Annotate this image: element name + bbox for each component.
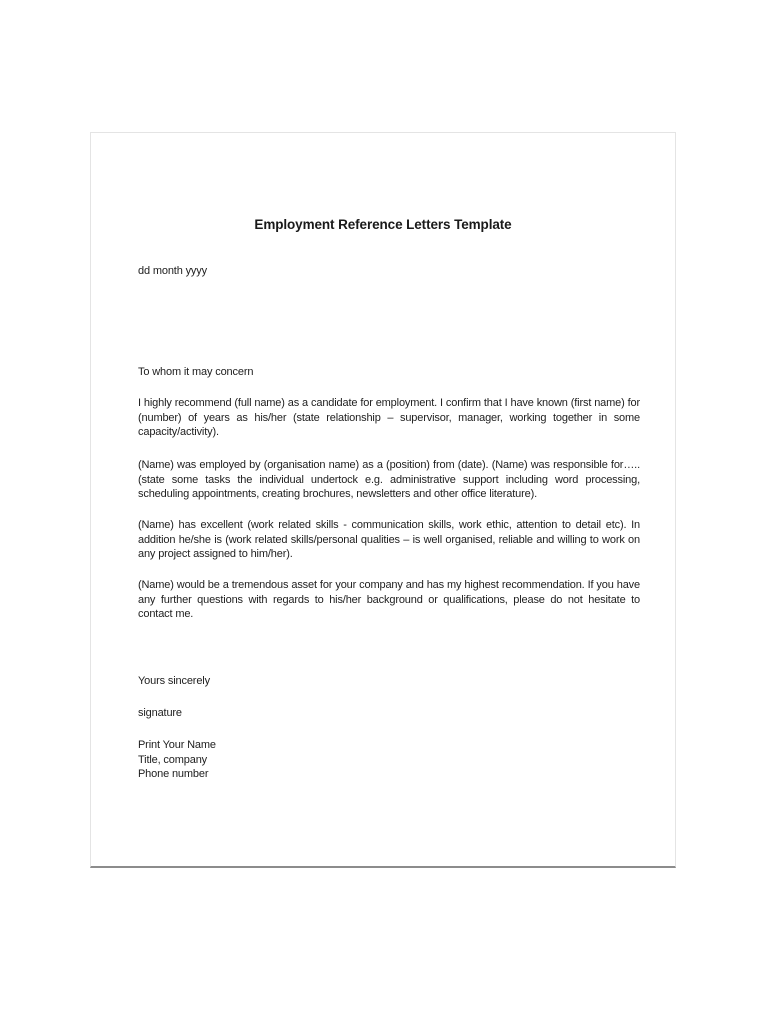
paragraph-skills: (Name) has excellent (work related skills - communication skills, work ethic, attention to detail etc). In addition he/she is (work related skills/personal qualities – is well organised, reliable and willing to work on any project assigned to him/her). (138, 519, 640, 560)
salutation: To whom it may concern (138, 366, 254, 378)
paragraph-closing-remarks: (Name) would be a tremendous asset for your company and has my highest recommendation. If you have any further questions with regards to his/her background or qualifications, please do not hesitate to contact me. (138, 579, 640, 620)
sign-phone: Phone number (138, 768, 209, 780)
paragraph-employment: (Name) was employed by (organisation name) as a (position) from (date). (Name) was responsible for….. (state some tasks the individual undertock e.g. administrative support including word processing, scheduling appointments, creating brochures, newsletters and other office literature). (138, 459, 640, 500)
sign-block (138, 738, 640, 782)
document-title: Employment Reference Letters Template (254, 217, 512, 232)
closing: Yours sincerely (138, 675, 210, 687)
sign-title: Title, company (138, 753, 208, 766)
sign-name: Print Your Name (138, 739, 216, 751)
paragraph-recommendation: I highly recommend (full name) as a candidate for employment. I confirm that I have known (first name) for (number) of years as his/her (state relationship – supervisor, manager, working together in some capacity/activity). (138, 397, 640, 438)
document-page (90, 132, 676, 868)
letter-date: dd month yyyy (138, 265, 207, 277)
signature-line: signature (138, 707, 182, 719)
